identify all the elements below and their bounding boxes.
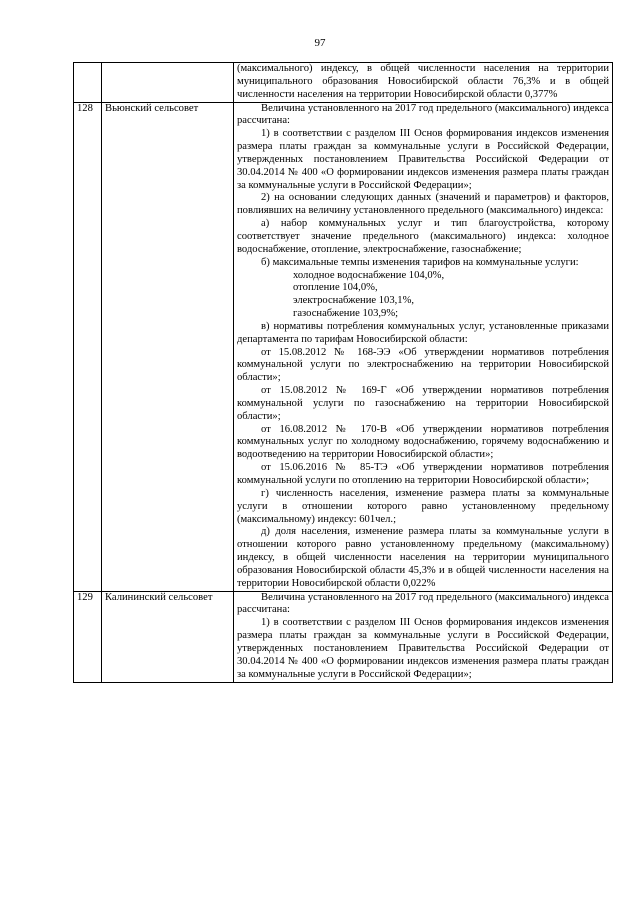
description-paragraph: Величина установленного на 2017 год предельного (максимального) индекса рассчитана: [237, 591, 609, 616]
row-number: 129 [74, 591, 102, 682]
municipality-name [102, 63, 234, 103]
table-row [74, 591, 613, 682]
description-paragraph: а) набор коммунальных услуг и тип благоустройства, которому соответствует значение предельного (максимального) индекса: холодное водоснабжение, отопление, электроснабжение, газоснабжение; [237, 218, 609, 255]
municipality-index-table [73, 62, 613, 683]
table-body [74, 63, 613, 683]
description-paragraph: 1) в соответствии с разделом III Основ формирования индексов изменения размера платы граждан за коммунальные услуги в Российской Федерации, утвержденных постановлением Правительства Российской Федерации от 30.04.2014 № 400 «О формировании индексов изменения размера платы граждан за коммунальные услуги в Российской Федерации»; [237, 617, 609, 680]
description-paragraph: (максимального) индексу, в общей численности населения на территории муниципального образования Новосибирской области 76,3% и в общей численности населения на территории Новосибирской области 0,377% [237, 63, 609, 100]
description-paragraph: газоснабжение 103,9%; [293, 308, 399, 320]
description-paragraph: отопление 104,0%, [293, 282, 378, 294]
description-paragraph: 2) на основании следующих данных (значений и параметров) и факторов, повлиявших на величину установленного предельного (максимального) индекса: [237, 192, 609, 217]
description-paragraph: от 15.06.2016 № 85-ТЭ «Об утверждении нормативов потребления коммунальной услуги по отоплению на территории Новосибирской области»; [237, 462, 609, 486]
description-paragraph: б) максимальные темпы изменения тарифов на коммунальные услуги: [261, 256, 579, 268]
description-paragraph: г) численность населения, изменение размера платы за коммунальные услуги в отношении которого равно установленному предельному (максимальному) индексу: 601чел.; [237, 487, 609, 525]
description-paragraph: от 15.08.2012 № 168-ЭЭ «Об утверждении нормативов потребления коммунальной услуги по электроснабжению на территории Новосибирской области»; [237, 346, 609, 384]
index-description [234, 102, 613, 591]
description-paragraph: 1) в соответствии с разделом III Основ формирования индексов изменения размера платы граждан за коммунальные услуги в Российской Федерации, утвержденных постановлением Правительства Российской Федерации от 30.04.2014 № 400 «О формировании индексов изменения размера платы граждан за коммунальные услуги в Российской Федерации»; [237, 128, 609, 191]
municipality-name: Вьюнский сельсовет [102, 102, 234, 591]
table-row [74, 102, 613, 591]
description-paragraph: от 16.08.2012 № 170-В «Об утверждении нормативов потребления коммунальных услуг по холодному водоснабжению, горячему водоснабжению и водоотведению на территории Новосибирской области»; [237, 423, 609, 461]
row-number: 128 [74, 102, 102, 591]
page-number: 97 [314, 37, 326, 49]
description-paragraph: д) доля населения, изменение размера платы за коммунальные услуги в отношении которого равно установленному предельному (максимальному) индексу, в общей численности населения на территории муниципального образования Новосибирской области 45,3% и в общей численности населения на территории Новосибирской области 0,022% [237, 526, 609, 589]
description-paragraph: от 15.08.2012 № 169-Г «Об утверждении нормативов потребления коммунальной услуги по газоснабжению на территории Новосибирской области»; [237, 385, 609, 422]
description-paragraph: электроснабжение 103,1%, [293, 295, 415, 307]
description-paragraph: Величина установленного на 2017 год предельного (максимального) индекса рассчитана: [237, 102, 609, 127]
row-number [74, 63, 102, 103]
index-description [234, 63, 613, 103]
table-row [74, 63, 613, 103]
municipality-name: Калининский сельсовет [102, 591, 234, 682]
description-paragraph: в) нормативы потребления коммунальных услуг, установленные приказами департамента по тарифам Новосибирской области: [237, 320, 609, 345]
description-paragraph: холодное водоснабжение 104,0%, [293, 269, 445, 281]
index-description [234, 591, 613, 682]
